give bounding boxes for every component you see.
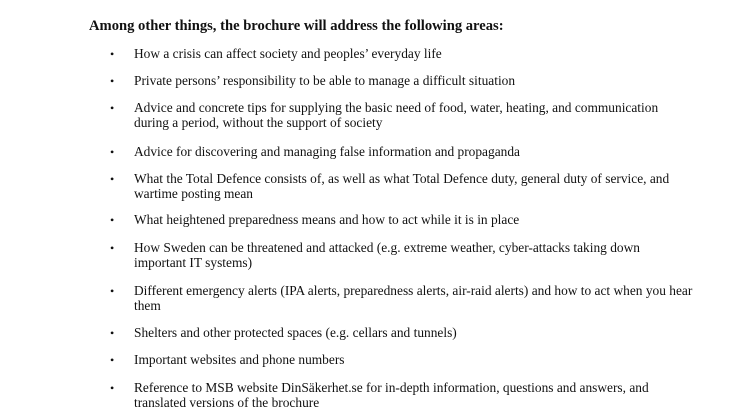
list-item-text: Important websites and phone numbers: [134, 352, 345, 367]
bullet-icon: •: [110, 241, 115, 255]
bullet-icon: •: [110, 172, 115, 186]
bullet-icon: •: [110, 213, 115, 227]
bullet-icon: •: [110, 284, 115, 298]
bullet-icon: •: [110, 145, 115, 159]
list-item-text: Advice and concrete tips for supplying the basic need of food, water, heating, and communication during a period, without the support of society: [134, 100, 659, 130]
list-item-text: Shelters and other protected spaces (e.g. cellars and tunnels): [134, 325, 457, 340]
list-item-text: Advice for discovering and managing false information and propaganda: [134, 144, 520, 159]
bullet-icon: •: [110, 326, 115, 340]
list-item-text: How a crisis can affect society and peoples’ everyday life: [134, 46, 442, 61]
bullet-icon: •: [110, 381, 115, 395]
list-item-text: Private persons’ responsibility to be able to manage a difficult situation: [134, 73, 516, 88]
list-item-text: Different emergency alerts (IPA alerts, preparedness alerts, air-raid alerts) and how to act when you hear them: [134, 283, 693, 313]
list-item-text: What heightened preparedness means and how to act while it is in place: [134, 212, 520, 227]
bullet-icon: •: [110, 74, 115, 88]
list-item-text: Reference to MSB website DinSäkerhet.se for in-depth information, questions and answers, and translated versions of the brochure: [134, 380, 649, 410]
bullet-icon: •: [110, 101, 115, 115]
list-item-text: What the Total Defence consists of, as well as what Total Defence duty, general duty of service, and wartime posting mean: [134, 171, 670, 201]
list-item-text: How Sweden can be threatened and attacked (e.g. extreme weather, cyber-attacks taking down important IT systems): [134, 240, 640, 270]
bullet-icon: •: [110, 353, 115, 367]
section-heading: Among other things, the brochure will address the following areas:: [89, 18, 504, 34]
bullet-icon: •: [110, 47, 115, 61]
